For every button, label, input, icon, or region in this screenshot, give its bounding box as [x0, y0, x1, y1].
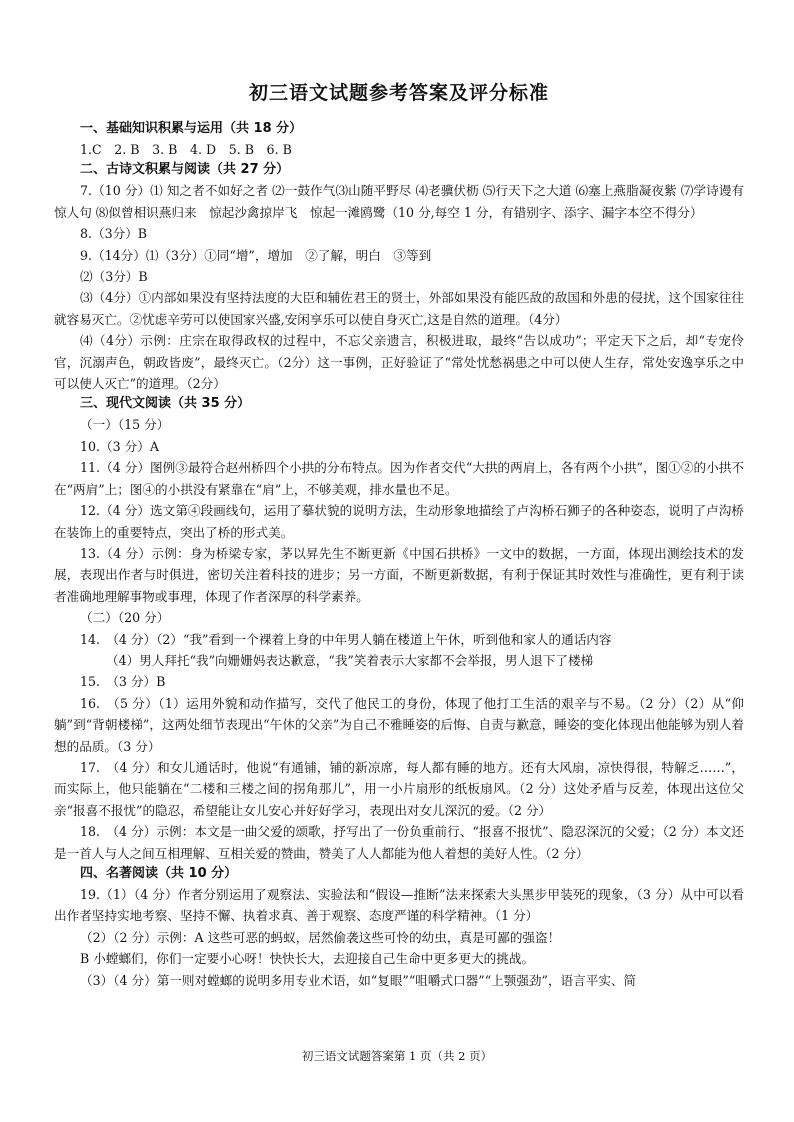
answer-q14-2: 14. （4 分）（2）“我”看到一个裸着上身的中年男人躺在楼道上午休，听到他和家人的通话内容: [80, 631, 612, 647]
answer-q14-4: （4）男人拜托“我”向姗姗妈表达歉意，“我”笑着表示大家都不会举报，男人退下了楼梯: [106, 652, 594, 668]
section-heading-4: 四、名著阅读（共 10 分）: [80, 866, 238, 881]
answer-q9-4: ⑷（4分）示例：庄宗在取得政权的过程中，不忘父亲遗言，积极进取，最终“告以成功”；平定天下之后，却“专宠伶官，沉溺声色，朝政皆废”，最终灭亡。（2分）这一事例，正好验证了“常处忧愁祸患之中可以使人生存，常处安逸享乐之中可以使人灭亡”的道理。（2分）: [54, 333, 744, 392]
answer-q17: 17. （4 分）和女儿通话时，他说“有通铺，铺的新凉席，每人都有睡的地方。还有大风扇，凉快得很，特解乏……”，而实际上，他只能躺在“二楼和三楼之间的拐角那儿”，用一小片扇形的纸板扇风。（2 分）这处矛盾与反差，体现出这位父亲“报喜不报忧”的隐忍，希望能让女儿安心并好好学习，表现出对女儿深沉的爱。（2 分）: [54, 759, 744, 818]
answer-q18: 18. （4 分）示例：本文是一曲父爱的颂歌，抒写出了一份负重前行、“报喜不报忧”、隐忍深沉的父爱；（2 分）本文还是一首人与人之间互相理解、互相关爱的赞曲，赞美了人人都能为他人着想的美好人性。（2 分）: [54, 824, 744, 861]
answer-q9-3: ⑶（4分）①内部如果没有坚持法度的大臣和辅佐君王的贤士，外部如果没有能匹敌的敌国和外患的侵扰，这个国家往往就容易灭亡。②忧虑辛劳可以使国家兴盛,安闲享乐可以使自身灭亡,这是自然的道理。（4分）: [54, 290, 744, 327]
answer-q19-2: （2）（2 分）示例：A 这些可恶的蚂蚁，居然偷袭这些可怜的幼虫，真是可鄙的强盗！: [80, 929, 561, 945]
answer-q19-2b: B 小螳螂们，你们一定要小心呀！快快长大，去迎接自己生命中更多更大的挑战。: [80, 951, 535, 967]
page-footer: 初三语文试题答案第 1 页（共 2 页）: [301, 1049, 493, 1063]
document-page: [54, 78, 744, 991]
answer-q9-2: ⑵（3分）B: [80, 269, 148, 285]
answer-q10: 10.（3 分）A: [80, 438, 159, 454]
section-heading-3: 三、现代文阅读（共 35 分）: [80, 396, 251, 412]
answer-q19-3: （3）（4 分）第一则对螳螂的说明多用专业术语，如“复眼”“咀嚼式口器”“上颚强劲”，语言平实、简: [80, 972, 637, 988]
answer-q19-1: 19.（1）（4 分）作者分别运用了观察法、实验法和“假设—推断”法来探索大头黑步甲装死的现象，（3 分）从中可以看出作者坚持实地考察、坚持不懈、执着求真、善于观察、态度严谨的科学精神。（1 分）: [54, 887, 744, 924]
answer-q8: 8.（3分）B: [80, 226, 148, 242]
answer-q11: 11.（4 分）图例③最符合赵州桥四个小拱的分布特点。因为作者交代“大拱的两肩上，各有两个小拱”，图①②的小拱不在“两肩”上；图④的小拱没有紧靠在“肩”上，不够美观，排水量也不足。: [54, 460, 744, 497]
answer-q16: 16. （5 分）（1）运用外貌和动作描写，交代了他民工的身份，体现了他打工生活的艰辛与不易。（2 分）（2）从“仰躺”到“背朝楼梯”，这两处细节表现出“午休的父亲”为自己不雅睡姿的后悔、自责与歉意，睡姿的变化体现出他能够为别人着想的品质。（3 分）: [54, 695, 744, 754]
answer-q12: 12.（4 分）选文第④段画线句，运用了摹状貌的说明方法，生动形象地描绘了卢沟桥石狮子的各种姿态，说明了卢沟桥在装饰上的重要特点，突出了桥的形式美。: [54, 503, 744, 540]
subsection-2: （二）（20 分）: [80, 610, 170, 626]
answer-line-1-6: 1.C 2. B 3. B 4. D 5. B 6. B: [80, 142, 292, 157]
answer-q9: 9.（14分）⑴（3分）①同“增”，增加 ②了解，明白 ③等到: [80, 247, 432, 263]
page-title: 初三语文试题参考答案及评分标准: [248, 82, 549, 104]
section-heading-1: 一、基础知识积累与运用（共 18 分）: [80, 121, 303, 136]
section-heading-2: 二、古诗文积累与阅读（共 27 分）: [80, 162, 290, 178]
answer-q15: 15. （3 分）B: [80, 674, 166, 690]
subsection-1: （一）（15 分）: [80, 417, 170, 433]
answer-q13: 13.（4 分）示例：身为桥梁专家，茅以昇先生不断更新《中国石拱桥》一文中的数据，一方面，体现出测绘技术的发展，表现出作者与时俱进，密切关注着科技的进步；另一方面，不断更新数据，有利于保证其时效性与准确性，更有利于读者准确地理解事物或事理，体现了作者深厚的科学素养。: [54, 545, 744, 604]
answer-q7: 7.（10 分）⑴ 知之者不如好之者 ⑵一鼓作气⑶山随平野尽 ⑷老骥伏枥 ⑸行天下之大道 ⑹塞上燕脂凝夜紫 ⑺学诗谩有惊人句 ⑻似曾相识燕归来 惊起沙禽掠岸飞 惊起一滩鸥鹭（10 分,每空 1 分，有错别字、添字、漏字本空不得分）: [54, 183, 744, 220]
